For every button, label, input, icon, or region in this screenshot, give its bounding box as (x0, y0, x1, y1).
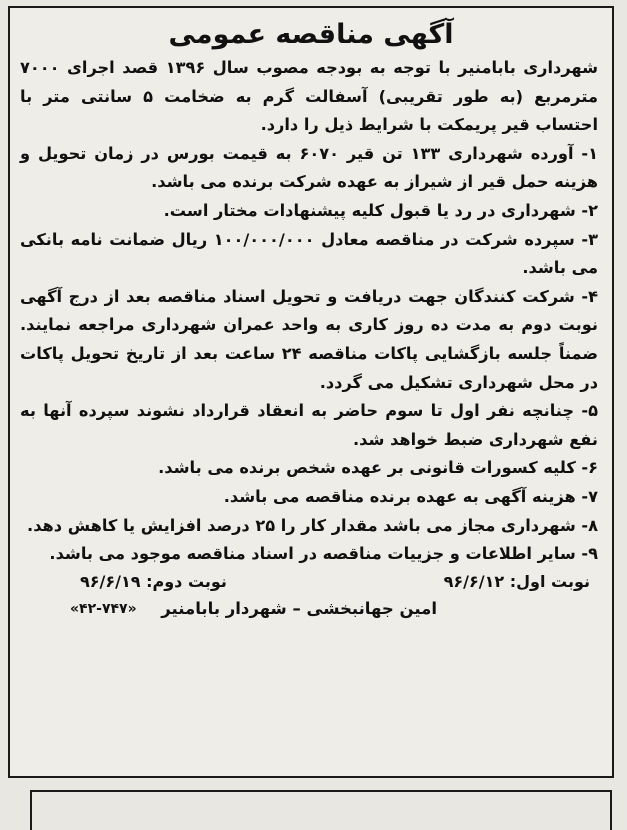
publication-dates (10, 569, 612, 595)
condition-2: ۲- شهرداری در رد یا قبول کلیه پیشنهادات مختار است. (163, 200, 598, 220)
notice-title: آگهی مناقصه عمومی (168, 19, 454, 50)
first-publication-date: نوبت اول: ۹۶/۶/۱۲ (443, 571, 590, 591)
condition-6: ۶- کلیه کسورات قانونی بر عهده شخص برنده می باشد. (158, 458, 598, 478)
condition-3: ۳- سپرده شرکت در مناقصه معادل ۱۰۰/۰۰۰/۰۰۰ ریال ضمانت نامه بانکی می باشد. (20, 229, 598, 278)
next-ad-frame (30, 790, 612, 830)
condition-9: ۹- سایر اطلاعات و جزییات مناقصه در اسناد مناقصه موجود می باشد. (49, 544, 598, 564)
notice-body (10, 54, 612, 569)
second-publication-date: نوبت دوم: ۹۶/۶/۱۹ (80, 571, 227, 591)
condition-4: ۴- شرکت کنندگان جهت دریافت و تحویل اسناد مناقصه بعد از درج آگهی نوبت دوم به مدت ده روز کاری به واحد عمران شهرداری مراجعه نمایند. ضمناً جلسه بازگشایی پاکات مناقصه ۲۴ ساعت بعد از تاریخ تحویل پاکات در محل شهرداری تشکیل می گردد. (20, 286, 598, 392)
ad-code: «۴۲-۷۴۷» (70, 600, 137, 617)
signature-line (10, 595, 612, 623)
signatory: امین جهانبخشی – شهردار بابامنیر (161, 598, 437, 618)
notice-intro: شهرداری بابامنیر با توجه به بودجه مصوب سال ۱۳۹۶ قصد اجرای ۷۰۰۰ مترمربع (به طور تقریبی) آسفالت گرم به ضخامت ۵ سانتی متر با احتساب قیر پریمکت با شرایط ذیل را دارد. (20, 58, 598, 135)
condition-5: ۵- چنانچه نفر اول تا سوم حاضر به انعقاد قرارداد نشوند سپرده آنها به نفع شهرداری ضبط خواهد شد. (20, 401, 598, 449)
tender-notice (8, 6, 614, 778)
condition-8: ۸- شهرداری مجاز می باشد مقدار کار را ۲۵ درصد افزایش یا کاهش دهد. (27, 515, 598, 535)
condition-7: ۷- هزینه آگهی به عهده برنده مناقصه می باشد. (223, 486, 598, 506)
condition-1: ۱- آورده شهرداری ۱۳۳ تن قیر ۶۰۷۰ به قیمت بورس در زمان تحویل و هزینه حمل قیر از شیراز به عهده شرکت برنده می باشد. (20, 143, 598, 192)
